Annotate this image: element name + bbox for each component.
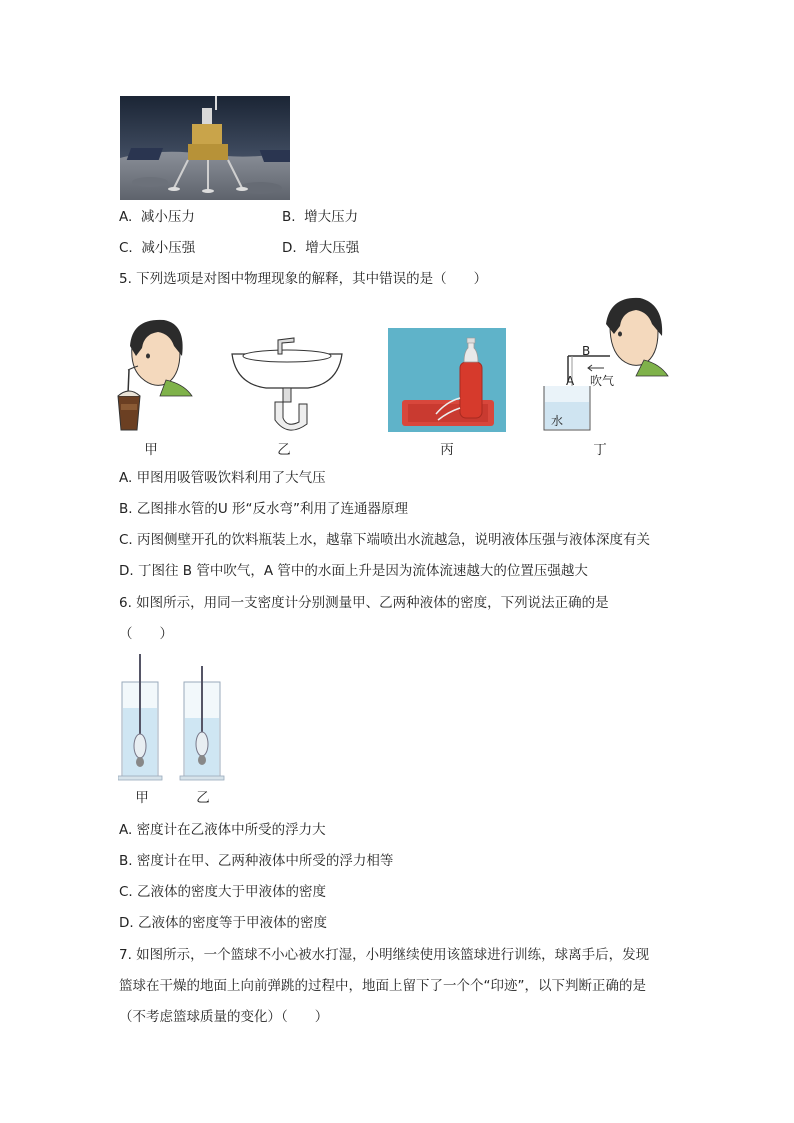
q4-option-b: B. 增大压力 [282, 209, 359, 225]
q5-caption-ding: 丁 [593, 442, 607, 458]
label-blow: 吹气 [590, 374, 615, 388]
q5-option-a: A. 甲图用吸管吸饮料利用了大气压 [119, 470, 326, 486]
q6-option-d: D. 乙液体的密度等于甲液体的密度 [119, 915, 327, 931]
q6-option-a: A. 密度计在乙液体中所受的浮力大 [119, 822, 326, 838]
lunar-lander-photo [120, 96, 290, 200]
q5-figure-bing [388, 328, 506, 432]
q6-option-c: C. 乙液体的密度大于甲液体的密度 [119, 884, 327, 900]
q5-figure-jia [114, 316, 200, 434]
q6-caption-yi: 乙 [196, 790, 210, 806]
label-a: A [566, 374, 575, 388]
q5-figure-ding [540, 296, 670, 436]
q7-stem-line-1: 7. 如图所示，一个篮球不小心被水打湿，小明继续使用该篮球进行训练，球离手后，发现 [119, 947, 650, 963]
q5-option-b: B. 乙图排水管的U 形“反水弯”利用了连通器原理 [119, 501, 409, 517]
q6-stem-bracket: （ ） [119, 626, 173, 642]
q6-option-b: B. 密度计在甲、乙两种液体中所受的浮力相等 [119, 853, 394, 869]
q5-caption-jia: 甲 [144, 442, 158, 458]
q5-caption-bing: 丙 [440, 442, 454, 458]
q5-caption-yi: 乙 [277, 442, 291, 458]
q7-stem-line-3: （不考虑篮球质量的变化）（ ） [119, 1009, 329, 1025]
q5-figure-yi [228, 334, 346, 434]
q4-option-d: D. 增大压强 [282, 240, 360, 256]
q6-figure-hydrometers [118, 652, 228, 782]
q6-caption-jia: 甲 [135, 790, 149, 806]
q5-option-d: D. 丁图往 B 管中吹气，A 管中的水面上升是因为流体流速越大的位置压强越大 [119, 563, 588, 579]
q4-option-a: A. 减小压力 [119, 209, 195, 225]
q4-option-c: C. 减小压强 [119, 240, 196, 256]
label-water: 水 [551, 414, 564, 428]
q5-stem: 5. 下列选项是对图中物理现象的解释，其中错误的是（ ） [119, 271, 488, 287]
label-b: B [582, 344, 591, 358]
q7-stem-line-2: 篮球在干燥的地面上向前弹跳的过程中，地面上留下了一个个“印迹”，以下判断正确的是 [119, 978, 646, 994]
q5-option-c: C. 丙图侧壁开孔的饮料瓶装上水，越靠下端喷出水流越急，说明液体压强与液体深度有关 [119, 532, 651, 548]
q6-stem: 6. 如图所示，用同一支密度计分别测量甲、乙两种液体的密度，下列说法正确的是 [119, 595, 609, 611]
